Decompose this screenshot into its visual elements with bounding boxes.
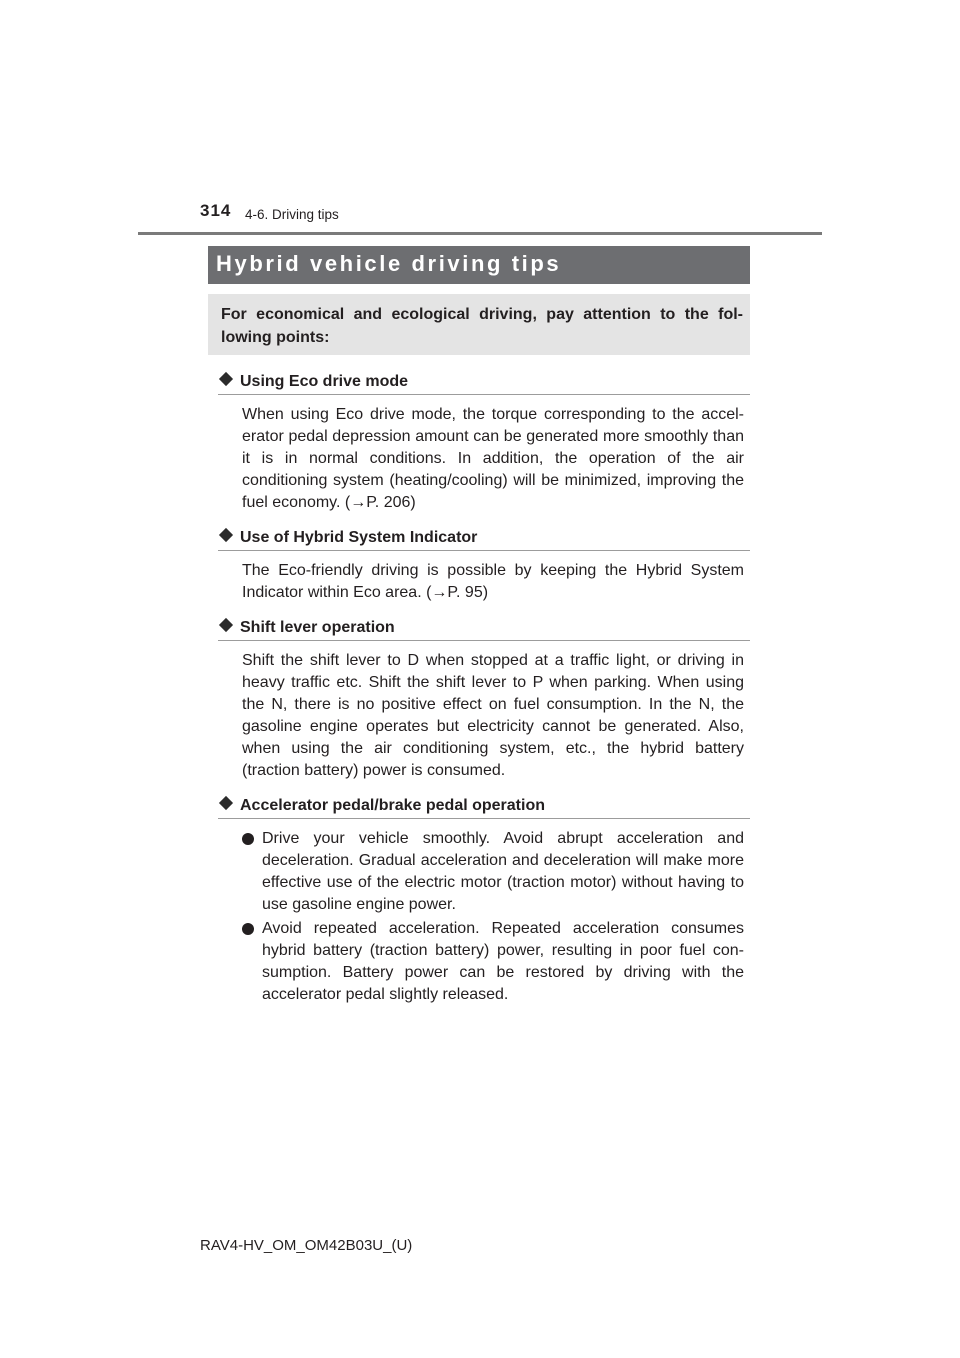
header-divider xyxy=(138,232,822,235)
section-text: When using Eco drive mode, the torque corresponding to the accel-erator pedal depression amount can be generated more smoothly than it is in normal conditions. In addition, the operation of the air conditioning system (heating/cooling) will be minimized, improving the fuel economy. (→P. 206) xyxy=(242,406,744,511)
section-text: The Eco-friendly driving is possible by keeping the Hybrid System Indicator within Eco area. (→P. 95) xyxy=(242,562,744,601)
title-bar xyxy=(208,246,750,284)
section-heading-label: Using Eco drive mode xyxy=(240,373,409,390)
section-heading-label: Shift lever operation xyxy=(240,619,395,636)
list-item-text: Avoid repeated acceleration. Repeated acceleration consumes hybrid battery (traction battery) power, resulting in poor fuel con-sumption. Battery power can be restored by driving with the accelerator pedal slightly released. xyxy=(262,920,744,1003)
document-code: RAV4-HV_OM_OM42B03U_(U) xyxy=(200,1237,413,1254)
bullet-dot-icon xyxy=(242,923,254,935)
section-heading-label: Use of Hybrid System Indicator xyxy=(240,529,478,546)
page-header xyxy=(0,0,960,240)
intro-box xyxy=(208,294,750,355)
section-text: Shift the shift lever to D when stopped at a traffic light, or driving in heavy traffic etc. Shift the shift lever to P when parking. When using the N, there is no positive effect on fuel consumption. In the N, the gasoline engine operates but electricity cannot be generated. Also, when using the air conditioning system, etc., the hybrid battery (traction battery) power is consumed. xyxy=(242,652,744,779)
content xyxy=(218,370,750,1006)
diamond-icon xyxy=(219,528,233,542)
section-heading xyxy=(218,794,750,819)
bullet-dot-icon xyxy=(242,833,254,845)
list-item xyxy=(242,918,744,1006)
list-item xyxy=(242,828,744,916)
page-title: Hybrid vehicle driving tips xyxy=(216,251,562,276)
section-reference: 4-6. Driving tips xyxy=(245,207,339,222)
diamond-icon xyxy=(219,372,233,386)
diamond-icon xyxy=(219,618,233,632)
intro-text: For economical and ecological driving, pay attention to the fol-lowing points: xyxy=(221,306,743,346)
section-heading xyxy=(218,370,750,395)
section-heading xyxy=(218,616,750,641)
section-heading-label: Accelerator pedal/brake pedal operation xyxy=(240,797,545,814)
page-number: 314 xyxy=(200,201,232,220)
list-item-text: Drive your vehicle smoothly. Avoid abrupt acceleration and deceleration. Gradual acceleration and deceleration will make more effective use of the electric motor (traction motor) without having to use gasoline engine power. xyxy=(262,830,744,913)
diamond-icon xyxy=(219,796,233,810)
section-heading xyxy=(218,526,750,551)
